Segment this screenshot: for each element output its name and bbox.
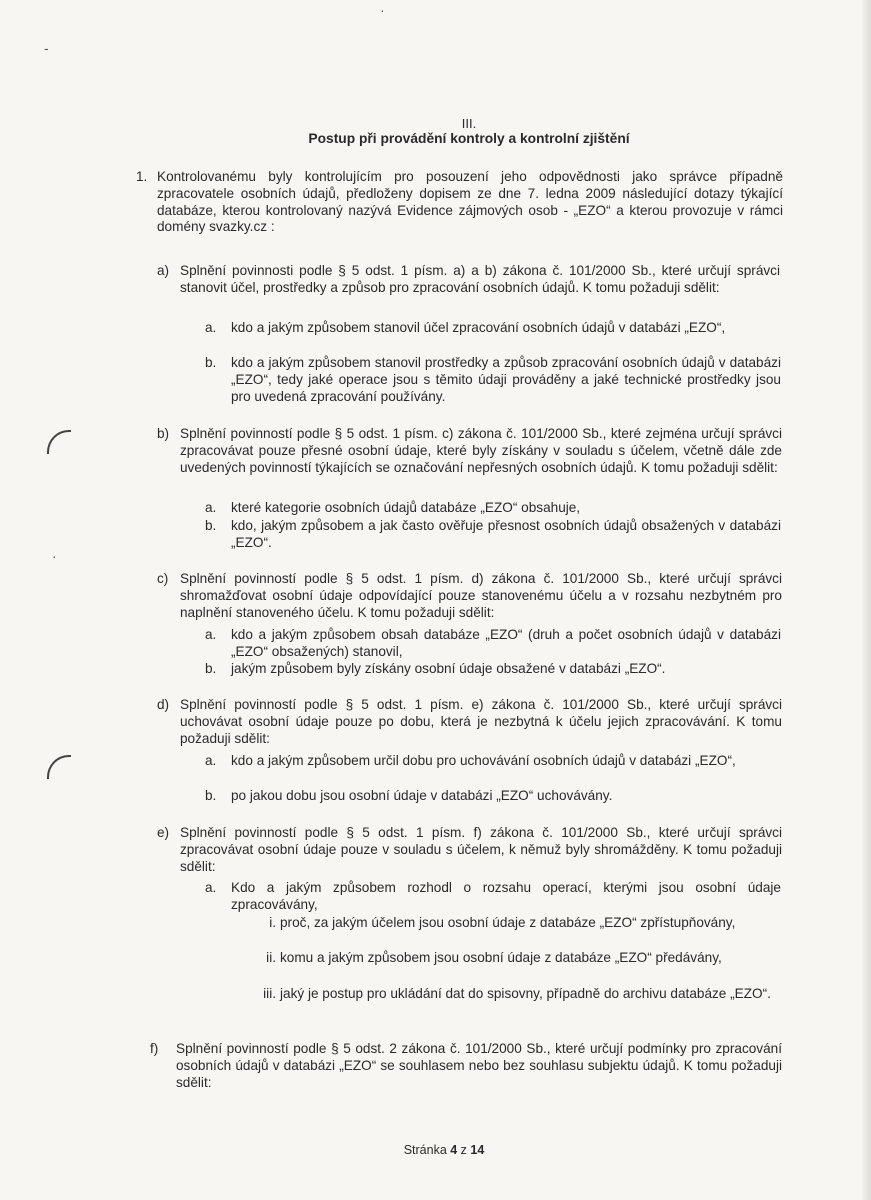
footer-current-page: 4: [450, 1143, 458, 1157]
point-text: Splnění povinnosti podle § 5 odst. 1 písm. a) a b) zákona č. 101/2000 Sb., které určují správci stanovit účel, prostředky a způsob pro zpracování osobních údajů. K tomu požaduji sdělit:: [180, 263, 780, 295]
subpoint-text: které kategorie osobních údajů databáze „EZO“ obsahuje,: [231, 500, 581, 515]
roman-text: proč, za jakým účelem jsou osobní údaje z databáze „EZO“ zpřístupňovány,: [280, 915, 736, 930]
subpoint-text: kdo a jakým způsobem obsah databáze „EZO“ (druh a počet osobních údajů v databázi „EZO“ obsažených) stanovil,: [231, 627, 781, 659]
scan-speck: ·: [52, 548, 57, 564]
subpoint-label: a.: [205, 880, 217, 895]
subpoint-label: a.: [205, 320, 217, 335]
item-paragraph: Kontrolovanému byly kontrolujícím pro posouzení jeho odpovědnosti jako správce případně zpracovatele osobních údajů, předloženy dopisem ze dne 7. ledna 2009 následující dotazy týkající databáze, kterou kontrolovaný nazývá Evidence zájmových osob - „EZO“ a kterou provozuje v rámci domény svazky.cz :: [157, 169, 783, 235]
section-number: III.: [461, 116, 477, 131]
roman-label: ii.: [266, 950, 276, 965]
point-label: b): [157, 426, 170, 441]
point-text: Splnění povinností podle § 5 odst. 1 písm. f) zákona č. 101/2000 Sb., které určují správci zpracovávat osobní údaje pouze v souladu s účelem, k němuž byly shromážděny. K tomu požaduji sdělit:: [180, 825, 782, 874]
footer-prefix: Stránka: [403, 1143, 451, 1157]
subpoint-label: a.: [205, 500, 217, 515]
roman-label: iii.: [263, 986, 276, 1001]
point-label: c): [157, 571, 169, 586]
subpoint-text: kdo a jakým způsobem určil dobu pro uchovávání osobních údajů v databázi „EZO“,: [231, 753, 736, 768]
subpoint-label: b.: [205, 661, 217, 676]
subpoint-text: jakým způsobem byly získány osobní údaje obsažené v databázi „EZO“.: [231, 661, 666, 676]
scan-speck: -: [44, 40, 49, 56]
point-label: f): [150, 1041, 159, 1056]
point-label: e): [157, 825, 170, 840]
subpoint-text: po jakou dobu jsou osobní údaje v databázi „EZO“ uchovávány.: [231, 788, 613, 803]
subpoint-label: b.: [205, 518, 217, 533]
point-text: Splnění povinností podle § 5 odst. 1 písm. d) zákona č. 101/2000 Sb., které určují správci shromažďovat osobní údaje odpovídající pouze stanovenému účelu a v rozsahu nezbytném pro naplnění stanoveného účelu. K tomu požaduji sdělit:: [180, 571, 782, 620]
subpoint-text: kdo a jakým způsobem stanovil účel zpracování osobních údajů v databázi „EZO“,: [231, 320, 726, 335]
subpoint-label: b.: [205, 355, 217, 370]
scan-speck: ·: [380, 2, 385, 18]
page-edge-shadow: [862, 0, 871, 1200]
item-number: 1.: [136, 169, 148, 184]
punch-hole-mark: [47, 430, 71, 454]
point-label: a): [157, 263, 170, 278]
subpoint-label: a.: [205, 753, 217, 768]
subpoint-label: b.: [205, 788, 217, 803]
roman-label: i.: [269, 915, 276, 930]
subpoint-text: kdo, jakým způsobem a jak často ověřuje přesnost osobních údajů obsažených v databázi „EZO“.: [231, 518, 781, 550]
point-text: Splnění povinností podle § 5 odst. 1 písm. c) zákona č. 101/2000 Sb., které zejména určují správci zpracovávat pouze přesné osobní údaje, které byly získány v souladu s účelem, včetně dále zde uvedených povinností týkajících se označování nepřesných osobních údajů. K tomu požaduji sdělit:: [180, 426, 782, 475]
roman-text: jaký je postup pro ukládání dat do spisovny, případně do archivu databáze „EZO“.: [280, 986, 771, 1001]
footer-total-pages: 14: [470, 1143, 485, 1157]
point-text: Splnění povinností podle § 5 odst. 1 písm. e) zákona č. 101/2000 Sb., které určují správci uchovávat osobní údaje pouze po dobu, která je nezbytná k účelu jejich zpracovávání. K tomu požaduji sdělit:: [180, 697, 782, 746]
subpoint-text: kdo a jakým způsobem stanovil prostředky a způsob zpracování osobních údajů v databázi „EZO“, tedy jaké operace jsou s těmito údaji prováděny a jaké technické prostředky jsou pro uvedená zpracování používány.: [231, 355, 781, 404]
point-label: d): [157, 697, 170, 712]
footer-separator: z: [457, 1143, 471, 1157]
page-footer: [0, 1142, 871, 1159]
section-title: Postup při provádění kontroly a kontrolní zjištění: [308, 131, 630, 146]
point-text: Splnění povinností podle § 5 odst. 2 zákona č. 101/2000 Sb., které určují podmínky pro zpracování osobních údajů v databázi „EZO“ se souhlasem nebo bez souhlasu subjektu údajů. K tomu požaduji sdělit:: [176, 1041, 782, 1090]
punch-hole-mark: [47, 755, 71, 779]
roman-text: komu a jakým způsobem jsou osobní údaje z databáze „EZO“ předávány,: [280, 950, 722, 965]
subpoint-label: a.: [205, 627, 217, 642]
subpoint-text: Kdo a jakým způsobem rozhodl o rozsahu operací, kterými jsou osobní údaje zpracovávány,: [231, 880, 781, 912]
